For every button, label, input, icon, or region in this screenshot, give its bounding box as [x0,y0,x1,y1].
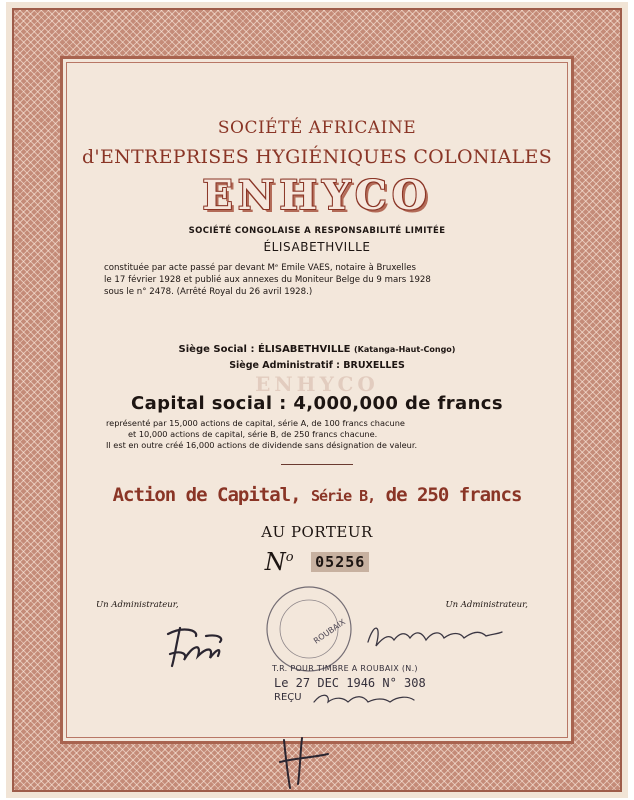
capital-social [78,393,556,414]
siege-social-value: ÉLISABETHVILLE [257,344,351,355]
company-name-line1: SOCIÉTÉ AFRICAINE [217,118,417,138]
constitution-text [104,262,530,298]
constitution-line: sous le n° 2478. (Arrêté Royal du 26 avril 1928.) [104,287,313,297]
siege-administratif [78,360,556,371]
bearer-label: AU PORTEUR [261,523,373,541]
signature-left-image [158,616,248,676]
brand-watermark: ENHYCO [255,372,379,396]
tax-stamp-line: T.R. POUR TIMBRE A ROUBAIX (N.) [272,664,418,673]
tax-stamp-recu: REÇU [274,692,302,703]
constitution-line: constituée par acte passé par devant Mᵉ Emile VAES, notaire à Bruxelles [104,263,416,273]
company-subtitle: SOCIÉTÉ CONGOLAISE A RESPONSABILITÉ LIMITÉE [188,226,446,236]
stamp-text: ROUBAIX [311,617,348,646]
tax-stamp-date: Le 27 DEC 1946 N° 308 [274,676,426,690]
certificate-number: 05256 [311,552,369,572]
siege-admin-label: Siège Administratif : [229,360,340,371]
brand-title: ENHYCO [202,172,432,219]
capital-description [106,418,528,451]
admin-label-right: Un Administrateur, [445,600,528,610]
siege-social [78,344,556,355]
number-prefix: $N^o$ [264,548,294,576]
admin-label-left: Un Administrateur, [96,600,179,610]
capital-amount: 4,000,000 de francs [293,393,503,414]
recu-signature-image [310,688,430,710]
roubaix-circular-stamp [264,584,354,674]
company-city: ÉLISABETHVILLE [263,240,371,254]
siege-social-note: (Katanga-Haut-Congo) [353,345,456,354]
capital-line: représenté par 15,000 actions de capital, série A, de 100 francs chacune [106,418,405,428]
action-title-left: Action de Capital, [112,484,301,506]
company-name-line2: d'ENTREPRISES HYGIÉNIQUES COLONIALES [81,146,553,168]
siege-admin-value: BRUXELLES [343,360,405,371]
capital-line: et 10,000 actions de capital, série B, de 250 francs chacune. [128,429,378,439]
action-title [78,484,556,506]
certificate-content [78,68,556,732]
certificate-number-row [78,548,556,576]
siege-social-label: Siège Social : [178,344,255,355]
certificate-sheet [6,2,628,798]
bottom-signature-image [276,730,336,792]
divider [281,464,353,465]
capital-label: Capital social : [130,393,287,414]
action-title-value: de 250 francs [385,484,522,506]
constitution-line: le 17 février 1928 et publié aux annexes du Moniteur Belge du 9 mars 1928 [104,275,431,285]
signature-right-image [360,616,510,656]
capital-line: Il est en outre créé 16,000 actions de dividende sans désignation de valeur. [106,440,418,450]
action-title-series: Série B, [310,487,376,505]
